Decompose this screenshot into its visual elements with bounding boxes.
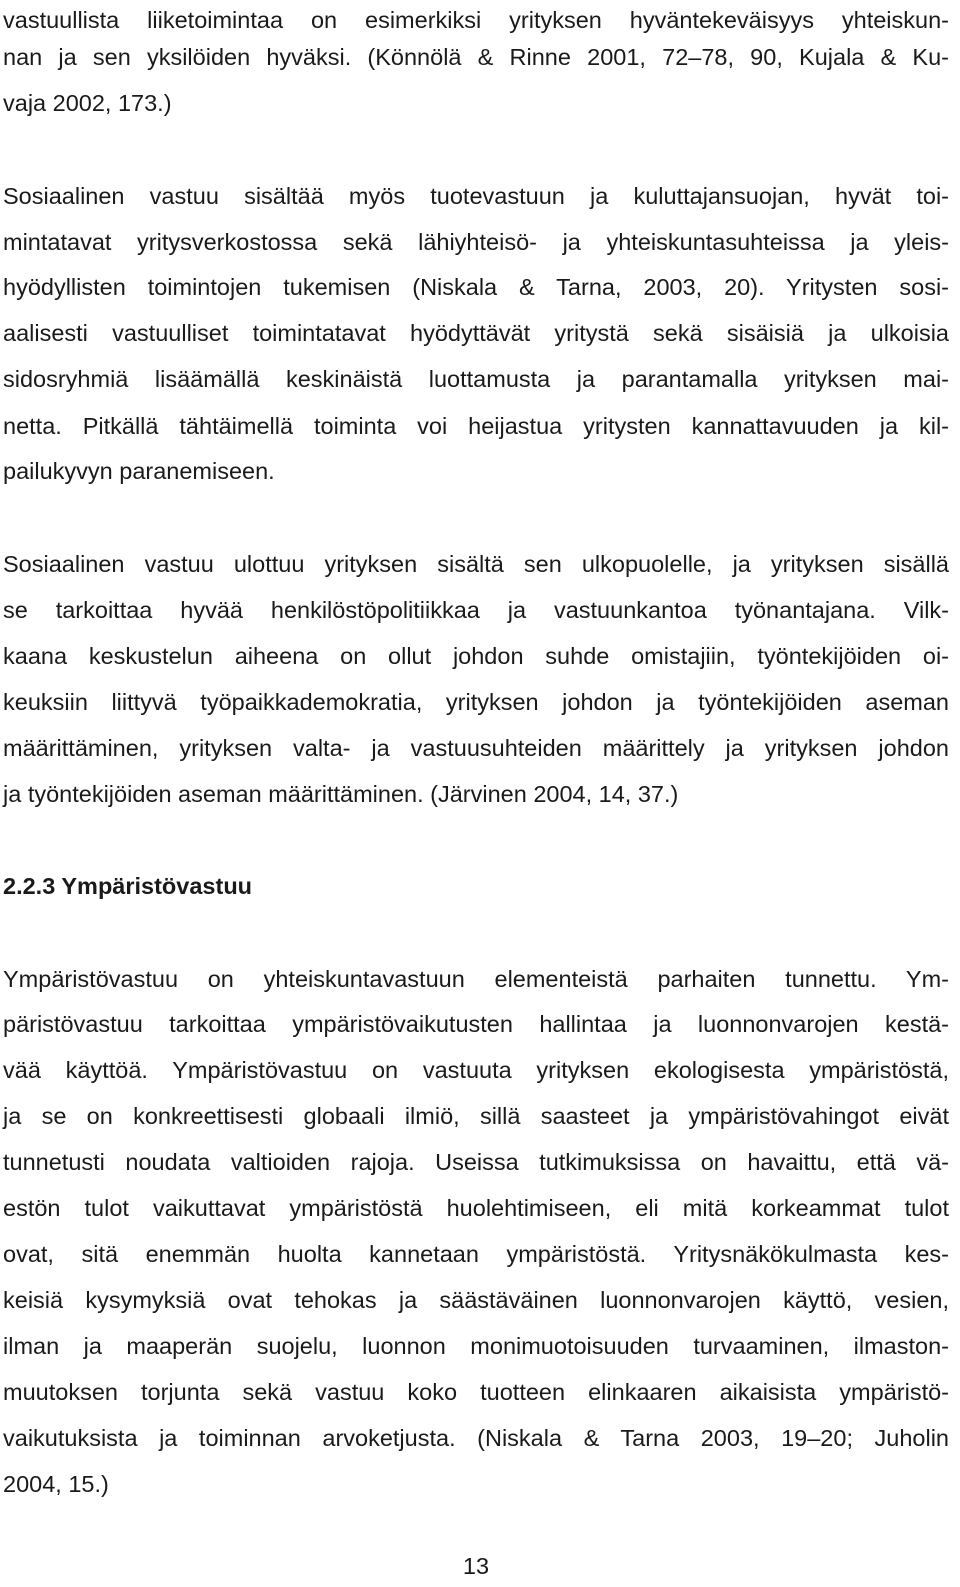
paragraph-3-line-6: ja työntekijöiden aseman määrittäminen. (Järvinen 2004, 14, 37.) [3, 781, 679, 807]
paragraph-2-line-3: hyödyllisten toimintojen tukemisen (Niskala & Tarna, 2003, 20). Yritysten sosi- [3, 274, 949, 300]
paragraph-4-line-10: muutoksen torjunta sekä vastuu koko tuotteen elinkaaren aikaisista ympäristö- [3, 1379, 949, 1405]
document-page [3, 0, 949, 1587]
paragraph-1-line-1: vastuullista liiketoimintaa on esimerkiksi yrityksen hyväntekeväisyys yhteiskun- [3, 7, 949, 33]
paragraph-4-line-5: tunnetusti noudata valtioiden rajoja. Useissa tutkimuksissa on havaittu, että vä- [3, 1149, 949, 1175]
paragraph-3-line-1: Sosiaalinen vastuu ulottuu yrityksen sisältä sen ulkopuolelle, ja yrityksen sisällä [3, 551, 949, 577]
paragraph-2-line-7: pailukyvyn paranemiseen. [3, 458, 275, 484]
paragraph-4-line-9: ilman ja maaperän suojelu, luonnon monimuotoisuuden turvaaminen, ilmaston- [3, 1333, 949, 1359]
paragraph-3-line-4: keuksiin liittyvä työpaikkademokratia, yrityksen johdon ja työntekijöiden aseman [3, 689, 949, 715]
section-heading: 2.2.3 Ympäristövastuu [3, 873, 253, 899]
paragraph-4-line-3: vää käyttöä. Ympäristövastuu on vastuuta yrityksen ekologisesta ympäristöstä, [3, 1057, 949, 1083]
paragraph-2-line-5: sidosryhmiä lisäämällä keskinäistä luottamusta ja parantamalla yrityksen mai- [3, 366, 949, 392]
paragraph-4-line-11: vaikutuksista ja toiminnan arvoketjusta. (Niskala & Tarna 2003, 19–20; Juholin [3, 1425, 949, 1451]
paragraph-4-line-4: ja se on konkreettisesti globaali ilmiö, sillä saasteet ja ympäristövahingot eivät [3, 1103, 949, 1129]
paragraph-2-line-6: netta. Pitkällä tähtäimellä toiminta voi heijastua yritysten kannattavuuden ja kil- [3, 413, 949, 439]
paragraph-2-line-1: Sosiaalinen vastuu sisältää myös tuotevastuun ja kuluttajansuojan, hyvät toi- [3, 183, 949, 209]
paragraph-4-line-8: keisiä kysymyksiä ovat tehokas ja säästäväinen luonnonvarojen käyttö, vesien, [3, 1287, 949, 1313]
paragraph-3-line-5: määrittäminen, yrityksen valta- ja vastuusuhteiden määrittely ja yrityksen johdon [3, 735, 949, 761]
page-number: 13 [462, 1553, 490, 1579]
paragraph-2-line-2: mintatavat yritysverkostossa sekä lähiyhteisö- ja yhteiskuntasuhteissa ja yleis- [3, 229, 949, 255]
paragraph-4-line-1: Ympäristövastuu on yhteiskuntavastuun elementeistä parhaiten tunnettu. Ym- [3, 966, 949, 992]
paragraph-4-line-6: estön tulot vaikuttavat ympäristöstä huolehtimiseen, eli mitä korkeammat tulot [3, 1195, 949, 1221]
paragraph-3-line-3: kaana keskustelun aiheena on ollut johdon suhde omistajiin, työntekijöiden oi- [3, 643, 949, 669]
paragraph-4-line-2: päristövastuu tarkoittaa ympäristövaikutusten hallintaa ja luonnonvarojen kestä- [3, 1011, 949, 1037]
paragraph-3-line-2: se tarkoittaa hyvää henkilöstöpolitiikkaa ja vastuunkantoa työnantajana. Vilk- [3, 597, 949, 623]
paragraph-4-line-12: 2004, 15.) [3, 1471, 109, 1497]
paragraph-1-line-3: vaja 2002, 173.) [3, 90, 172, 116]
paragraph-1-line-2: nan ja sen yksilöiden hyväksi. (Könnölä & Rinne 2001, 72–78, 90, Kujala & Ku- [3, 44, 949, 70]
paragraph-4-line-7: ovat, sitä enemmän huolta kannetaan ympäristöstä. Yritysnäkökulmasta kes- [3, 1241, 949, 1267]
paragraph-2-line-4: aalisesti vastuulliset toimintatavat hyödyttävät yritystä sekä sisäisiä ja ulkoisia [3, 320, 949, 346]
